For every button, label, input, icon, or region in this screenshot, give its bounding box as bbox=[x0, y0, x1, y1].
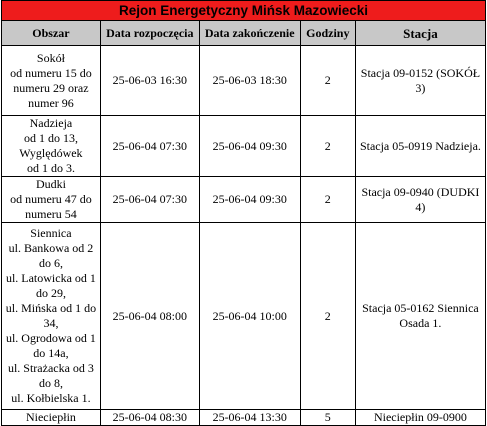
cell-obszar bbox=[2, 410, 101, 426]
cell-obszar-line: Nadzieja bbox=[29, 116, 73, 130]
cell-start: 25-06-04 07:30 bbox=[100, 177, 199, 223]
header-row bbox=[2, 21, 486, 46]
cell-obszar-line: Sokół bbox=[36, 50, 65, 65]
cell-stacja-line: Osada 1. bbox=[399, 316, 442, 330]
cell-obszar-line: Dudki bbox=[35, 177, 66, 191]
header-stacja: Stacja bbox=[355, 21, 485, 46]
table-row bbox=[2, 223, 486, 410]
cell-obszar bbox=[2, 46, 101, 116]
cell-hours: 2 bbox=[300, 177, 355, 223]
cell-obszar-line: do 14a, bbox=[33, 346, 69, 360]
cell-end: 25-06-04 10:00 bbox=[199, 223, 300, 410]
table-row bbox=[2, 410, 486, 426]
cell-obszar-line: numer 96 bbox=[28, 95, 74, 110]
cell-stacja bbox=[355, 177, 485, 223]
cell-obszar-line: od 1 do 13, bbox=[23, 131, 78, 145]
table-row bbox=[2, 116, 486, 177]
header-end: Data zakończenie bbox=[199, 21, 300, 46]
cell-obszar-line: ul. Mińska od 1 do bbox=[5, 301, 97, 315]
table-title: Rejon Energetyczny Mińsk Mazowiecki bbox=[1, 0, 486, 20]
cell-obszar-line: 34, bbox=[43, 316, 59, 330]
cell-obszar-line: do 8, bbox=[38, 376, 63, 390]
cell-hours: 5 bbox=[300, 410, 355, 426]
outage-table-container bbox=[1, 0, 486, 426]
cell-obszar-line: ul. Ogrodowa od 1 bbox=[5, 331, 96, 345]
cell-obszar-line: ul. Strażacka od 3 bbox=[7, 361, 94, 375]
cell-stacja-line: 3) bbox=[415, 80, 426, 95]
cell-stacja-line: Stacja 05-0919 Nadzieja. bbox=[359, 138, 481, 153]
cell-stacja-line: Nieciepłin 09-0900 bbox=[373, 410, 467, 424]
cell-start: 25-06-04 08:30 bbox=[100, 410, 199, 426]
cell-obszar-line: numeru 29 oraz bbox=[13, 80, 89, 95]
table-row bbox=[2, 177, 486, 223]
outage-table bbox=[1, 20, 486, 426]
cell-start: 25-06-04 07:30 bbox=[100, 116, 199, 177]
cell-hours: 2 bbox=[300, 46, 355, 116]
header-obszar: Obszar bbox=[2, 21, 101, 46]
cell-obszar-line: ul. Kołbielska 1. bbox=[11, 391, 91, 405]
cell-stacja-line: Stacja 09-0152 (SOKÓŁ bbox=[360, 65, 481, 80]
cell-obszar-line: od numeru 47 do bbox=[10, 192, 92, 206]
cell-obszar-line: od 1 do 3. bbox=[26, 161, 75, 175]
cell-stacja bbox=[355, 223, 485, 410]
cell-start: 25-06-03 16:30 bbox=[100, 46, 199, 116]
cell-end: 25-06-04 13:30 bbox=[199, 410, 300, 426]
table-row bbox=[2, 46, 486, 116]
cell-end: 25-06-03 18:30 bbox=[199, 46, 300, 116]
cell-start: 25-06-04 08:00 bbox=[100, 223, 199, 410]
cell-stacja-line: 4) bbox=[415, 199, 426, 214]
cell-end: 25-06-04 09:30 bbox=[199, 116, 300, 177]
cell-stacja-line: Stacja 09-0940 (DUDKI bbox=[361, 184, 480, 199]
cell-obszar-line: ul. Latowicka od 1 bbox=[5, 271, 96, 285]
cell-obszar bbox=[2, 177, 101, 223]
cell-obszar-line: do 29, bbox=[35, 286, 66, 300]
cell-obszar-line: numeru 54 bbox=[25, 207, 77, 221]
cell-stacja bbox=[355, 46, 485, 116]
header-hours: Godziny bbox=[300, 21, 355, 46]
cell-obszar bbox=[2, 223, 101, 410]
cell-obszar bbox=[2, 116, 101, 177]
cell-stacja bbox=[355, 116, 485, 177]
cell-hours: 2 bbox=[300, 116, 355, 177]
table-body bbox=[2, 46, 486, 426]
cell-obszar-line: Nieciepłin bbox=[25, 410, 76, 424]
cell-hours: 2 bbox=[300, 223, 355, 410]
cell-obszar-line: ul. Bankowa od 2 bbox=[8, 241, 94, 255]
cell-end: 25-06-04 09:30 bbox=[199, 177, 300, 223]
cell-stacja-line: Stacja 05-0162 Siennica bbox=[362, 301, 479, 315]
cell-obszar-line: Siennica bbox=[30, 226, 72, 240]
cell-obszar-line: od numeru 15 do bbox=[10, 65, 92, 80]
cell-stacja bbox=[355, 410, 485, 426]
cell-obszar-line: do 6, bbox=[38, 256, 63, 270]
cell-obszar-line: Wyględówek bbox=[19, 146, 83, 160]
header-start: Data rozpoczęcia bbox=[100, 21, 199, 46]
